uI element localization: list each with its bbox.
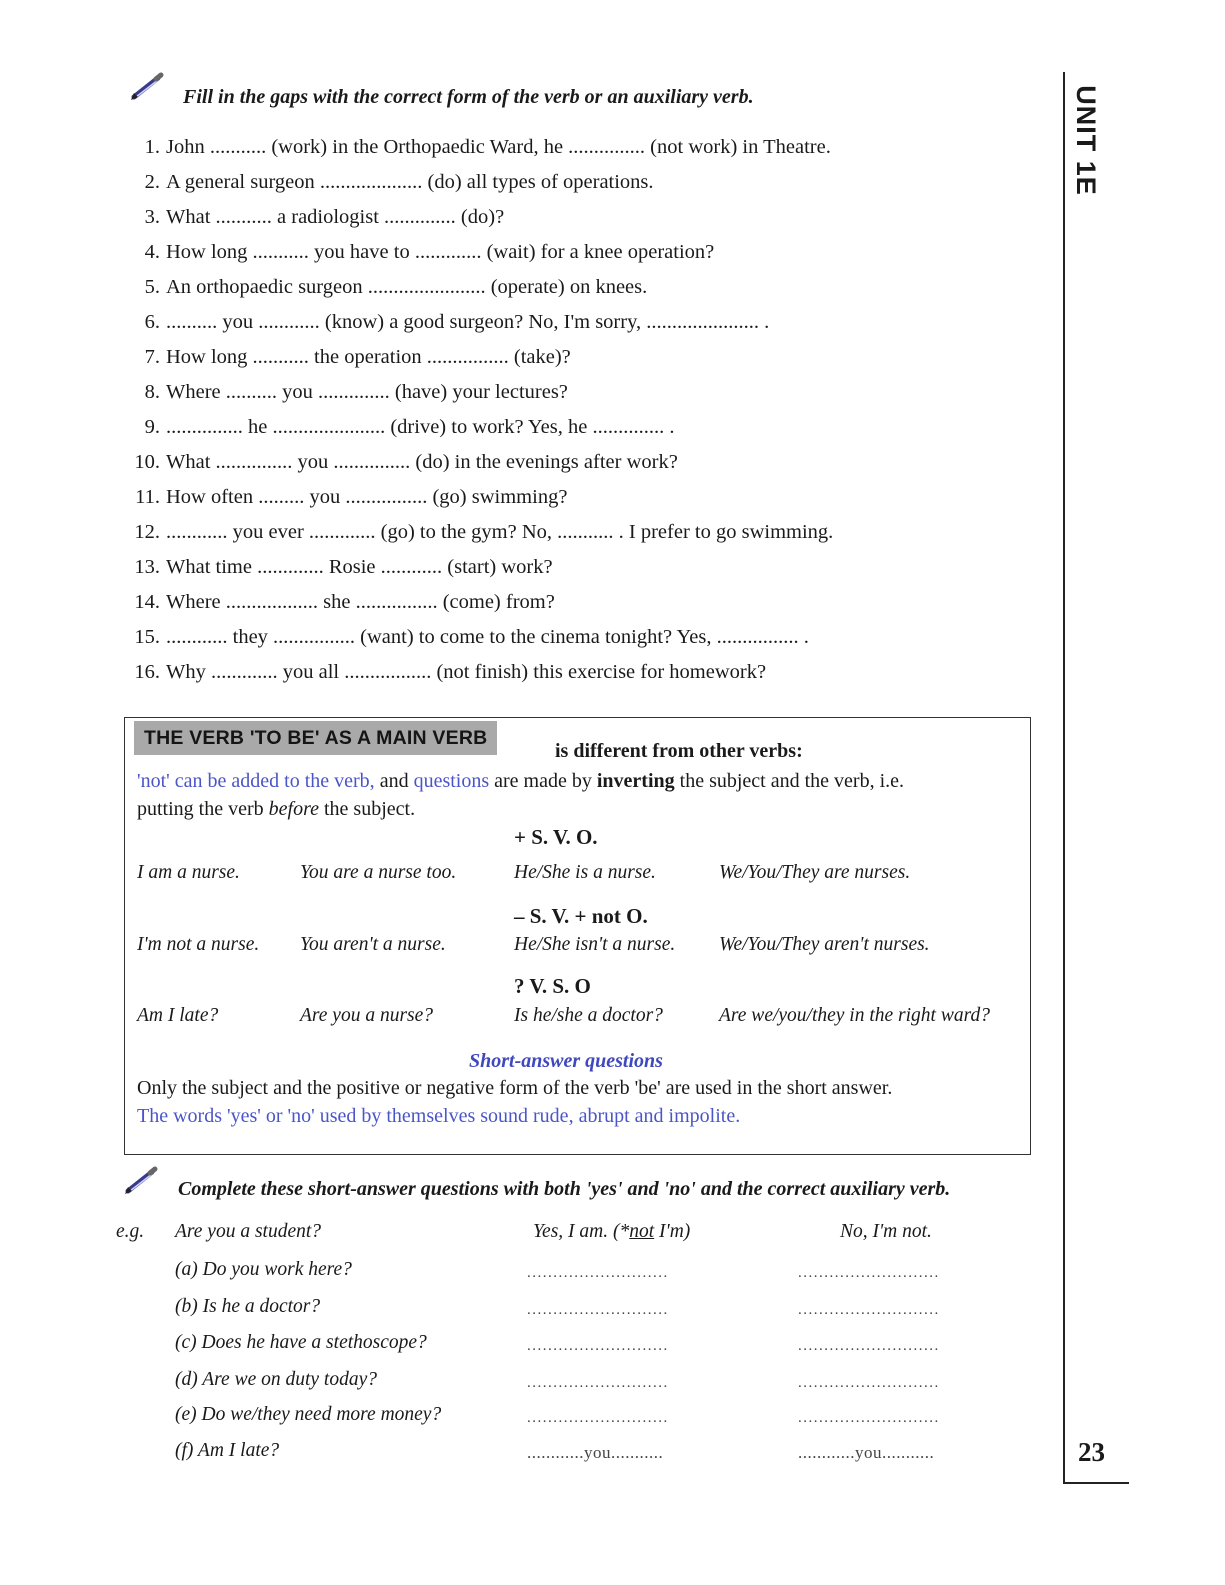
negative-example: I'm not a nurse. [137, 934, 260, 955]
short-answer-heading: Short-answer questions [469, 1050, 663, 1072]
list-item: 7. How long ........... the operation ................ (take)? [144, 346, 571, 368]
example-question: Are you a student? [175, 1221, 322, 1242]
list-item: 11. How often ......... you ................ (go) swimming? [135, 486, 568, 508]
page-number: 23 [1078, 1437, 1105, 1467]
grammar-box-subtitle: is different from other verbs: [555, 740, 803, 762]
yes-answer-blank[interactable]: ........................... [527, 1410, 669, 1426]
list-item: 4. How long ........... you have to ............. (wait) for a knee operation? [144, 241, 715, 263]
list-item: (f) Am I late? [175, 1440, 280, 1461]
list-item: (b) Is he a doctor? [175, 1296, 321, 1317]
grammar-explanation-line1: 'not' can be added to the verb, and questions are made by inverting the subject and the verb, i.e. [137, 770, 905, 792]
list-item: 16. Why ............. you all ................. (not finish) this exercise for homework? [134, 661, 767, 683]
yes-answer-blank[interactable]: ........................... [527, 1375, 669, 1391]
no-answer-blank[interactable]: ........................... [798, 1338, 940, 1354]
grammar-explanation-line2: putting the verb before the subject. [137, 798, 416, 820]
list-item: (c) Does he have a stethoscope? [175, 1332, 427, 1353]
short-answer-line1: Only the subject and the positive or negative form of the verb 'be' are used in the short answer. [137, 1077, 893, 1099]
list-item: 3. What ........... a radiologist .............. (do)? [144, 206, 505, 228]
yes-answer-blank[interactable]: ........................... [527, 1265, 669, 1281]
exercise1-instruction: Fill in the gaps with the correct form of the verb or an auxiliary verb. [183, 86, 754, 108]
no-answer-blank[interactable]: ........................... [798, 1375, 940, 1391]
list-item: 10. What ............... you ............... (do) in the evenings after work? [134, 451, 678, 473]
list-item: 12. ............ you ever ............. (go) to the gym? No, ........... . I prefer to go swimming. [134, 521, 834, 543]
positive-example: I am a nurse. [137, 862, 240, 883]
question-example: Am I late? [137, 1005, 219, 1026]
positive-example: He/She is a nurse. [514, 862, 656, 883]
example-label: e.g. [116, 1221, 145, 1242]
exercise2-instruction: Complete these short-answer questions with both 'yes' and 'no' and the correct auxiliary verb. [178, 1178, 951, 1200]
question-example: Are you a nurse? [300, 1005, 434, 1026]
grammar-box-title: THE VERB 'TO BE' AS A MAIN VERB [134, 721, 497, 755]
list-item: 9. ............... he ...................... (drive) to work? Yes, he .............. . [144, 416, 675, 438]
list-item: 2. A general surgeon .................... (do) all types of operations. [144, 171, 654, 193]
list-item: 14. Where .................. she ................ (come) from? [134, 591, 555, 613]
list-item: (a) Do you work here? [175, 1259, 352, 1280]
positive-example: You are a nurse too. [300, 862, 457, 883]
unit-label: UNIT 1E [1070, 84, 1101, 196]
no-answer-blank[interactable]: ........................... [798, 1302, 940, 1318]
list-item: 15. ............ they ................ (want) to come to the cinema tonight? Yes, ................ . [134, 626, 809, 648]
list-item: 13. What time ............. Rosie ............ (start) work? [134, 556, 553, 578]
sidebar-rule [1063, 72, 1065, 1484]
no-answer-blank[interactable]: ........................... [798, 1265, 940, 1281]
question-example: Are we/you/they in the right ward? [719, 1005, 990, 1026]
list-item: 1. John ........... (work) in the Orthopaedic Ward, he ............... (not work) in Theatre. [144, 136, 831, 158]
question-pattern-heading: ? V. S. O [514, 974, 591, 998]
example-yes-answer: Yes, I am. (*not I'm) [533, 1221, 691, 1242]
negative-example: We/You/They aren't nurses. [719, 934, 930, 955]
example-no-answer: No, I'm not. [840, 1221, 932, 1242]
yes-answer-blank[interactable]: ........................... [527, 1338, 669, 1354]
no-answer-blank[interactable]: ............you........... [798, 1443, 935, 1462]
list-item: 8. Where .......... you .............. (have) your lectures? [144, 381, 568, 403]
list-item: 5. An orthopaedic surgeon ....................... (operate) on knees. [144, 276, 648, 298]
negative-example: You aren't a nurse. [300, 934, 446, 955]
positive-pattern-heading: + S. V. O. [514, 825, 598, 849]
pencil-icon [124, 1166, 158, 1194]
positive-example: We/You/They are nurses. [719, 862, 911, 883]
list-item: (e) Do we/they need more money? [175, 1404, 442, 1425]
page-number-rule [1063, 1482, 1129, 1484]
short-answer-line2: The words 'yes' or 'no' used by themselves sound rude, abrupt and impolite. [137, 1105, 741, 1127]
negative-example: He/She isn't a nurse. [514, 934, 676, 955]
yes-answer-blank[interactable]: ........................... [527, 1302, 669, 1318]
yes-answer-blank[interactable]: ............you........... [527, 1443, 664, 1462]
list-item: (d) Are we on duty today? [175, 1369, 377, 1390]
pencil-icon [130, 72, 164, 100]
no-answer-blank[interactable]: ........................... [798, 1410, 940, 1426]
question-example: Is he/she a doctor? [514, 1005, 663, 1026]
list-item: 6. .......... you ............ (know) a good surgeon? No, I'm sorry, ...................... . [144, 311, 770, 333]
negative-pattern-heading: – S. V. + not O. [514, 904, 648, 928]
exercise1-list [110, 132, 970, 692]
